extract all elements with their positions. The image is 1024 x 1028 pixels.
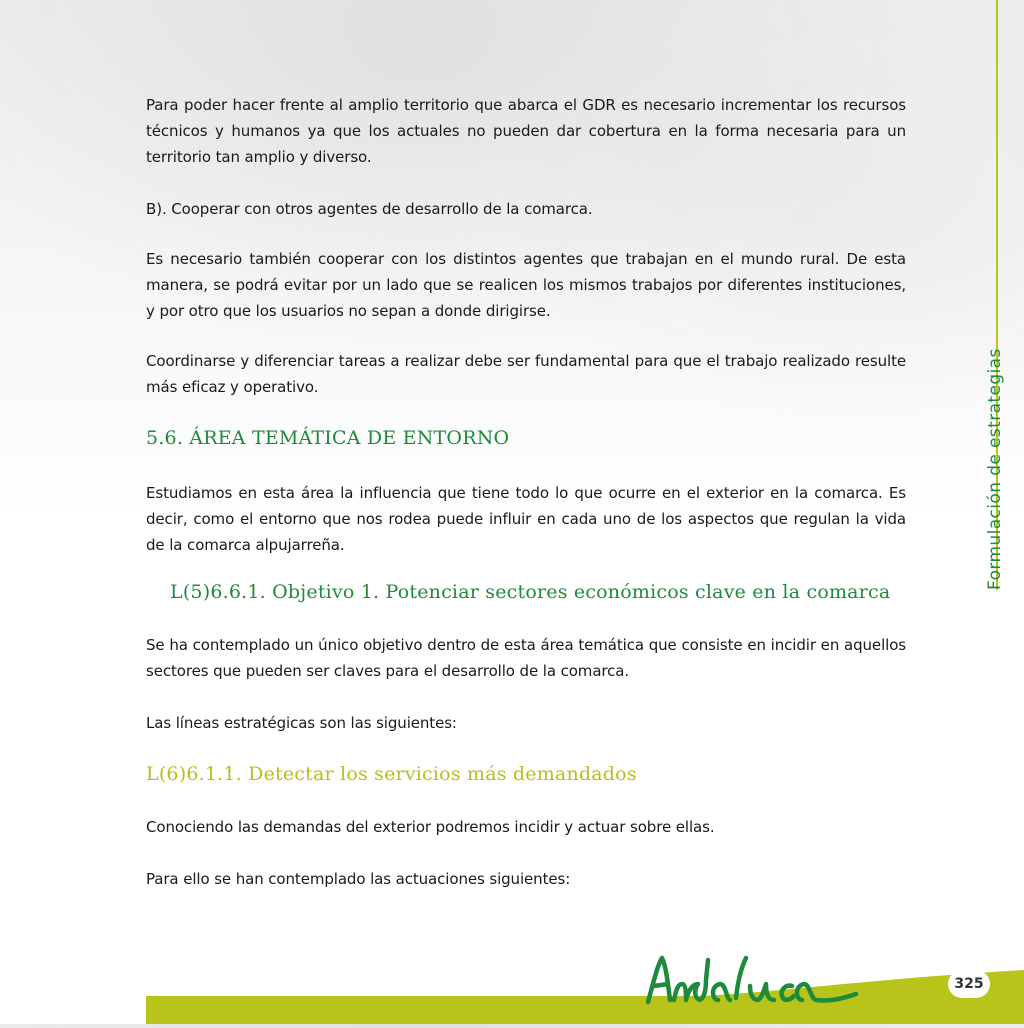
- strategic-line-heading: L(6)6.1.1. Detectar los servicios más demandados: [146, 763, 637, 785]
- paragraph: Conociendo las demandas del exterior podremos incidir y actuar sobre ellas.: [146, 818, 715, 836]
- paragraph: B). Cooperar con otros agentes de desarrollo de la comarca.: [146, 200, 593, 218]
- paragraph: Coordinarse y diferenciar tareas a realizar debe ser fundamental para que el trabajo realizado resulte más eficaz y operativo.: [146, 352, 906, 396]
- section-heading: 5.6. ÁREA TEMÁTICA DE ENTORNO: [146, 427, 510, 449]
- paragraph: Para ello se han contemplado las actuaciones siguientes:: [146, 870, 571, 888]
- paragraph: Las líneas estratégicas son las siguientes:: [146, 714, 457, 732]
- paragraph: Se ha contemplado un único objetivo dentro de esta área temática que consiste en incidir en aquellos sectores que pueden ser claves para el desarrollo de la comarca.: [146, 636, 906, 680]
- paragraph: Estudiamos en esta área la influencia que tiene todo lo que ocurre en el exterior en la comarca. Es decir, como el entorno que nos rodea puede influir en cada uno de los aspectos que regulan la vida de la comarca alpujarreña.: [146, 484, 906, 554]
- sidebar-title: Formulación de estrategias: [985, 348, 1005, 590]
- paragraph: Es necesario también cooperar con los distintos agentes que trabajan en el mundo rural. De esta manera, se podrá evitar por un lado que se realicen los mismos trabajos por diferentes instituciones, y por otro que los usuarios no sepan a donde dirigirse.: [146, 250, 906, 320]
- footer-swoosh: [0, 960, 1024, 1024]
- page-number: 325: [948, 970, 990, 998]
- andalucia-logo: [640, 950, 860, 1010]
- paragraph: Para poder hacer frente al amplio territorio que abarca el GDR es necesario incrementar los recursos técnicos y humanos ya que los actuales no pueden dar cobertura en la forma necesaria para un territorio tan amplio y diverso.: [146, 96, 906, 166]
- footer: [0, 960, 1024, 1024]
- objective-heading: L(5)6.6.1. Objetivo 1. Potenciar sectores económicos clave en la comarca: [170, 581, 891, 603]
- logo-mark: [640, 950, 860, 1010]
